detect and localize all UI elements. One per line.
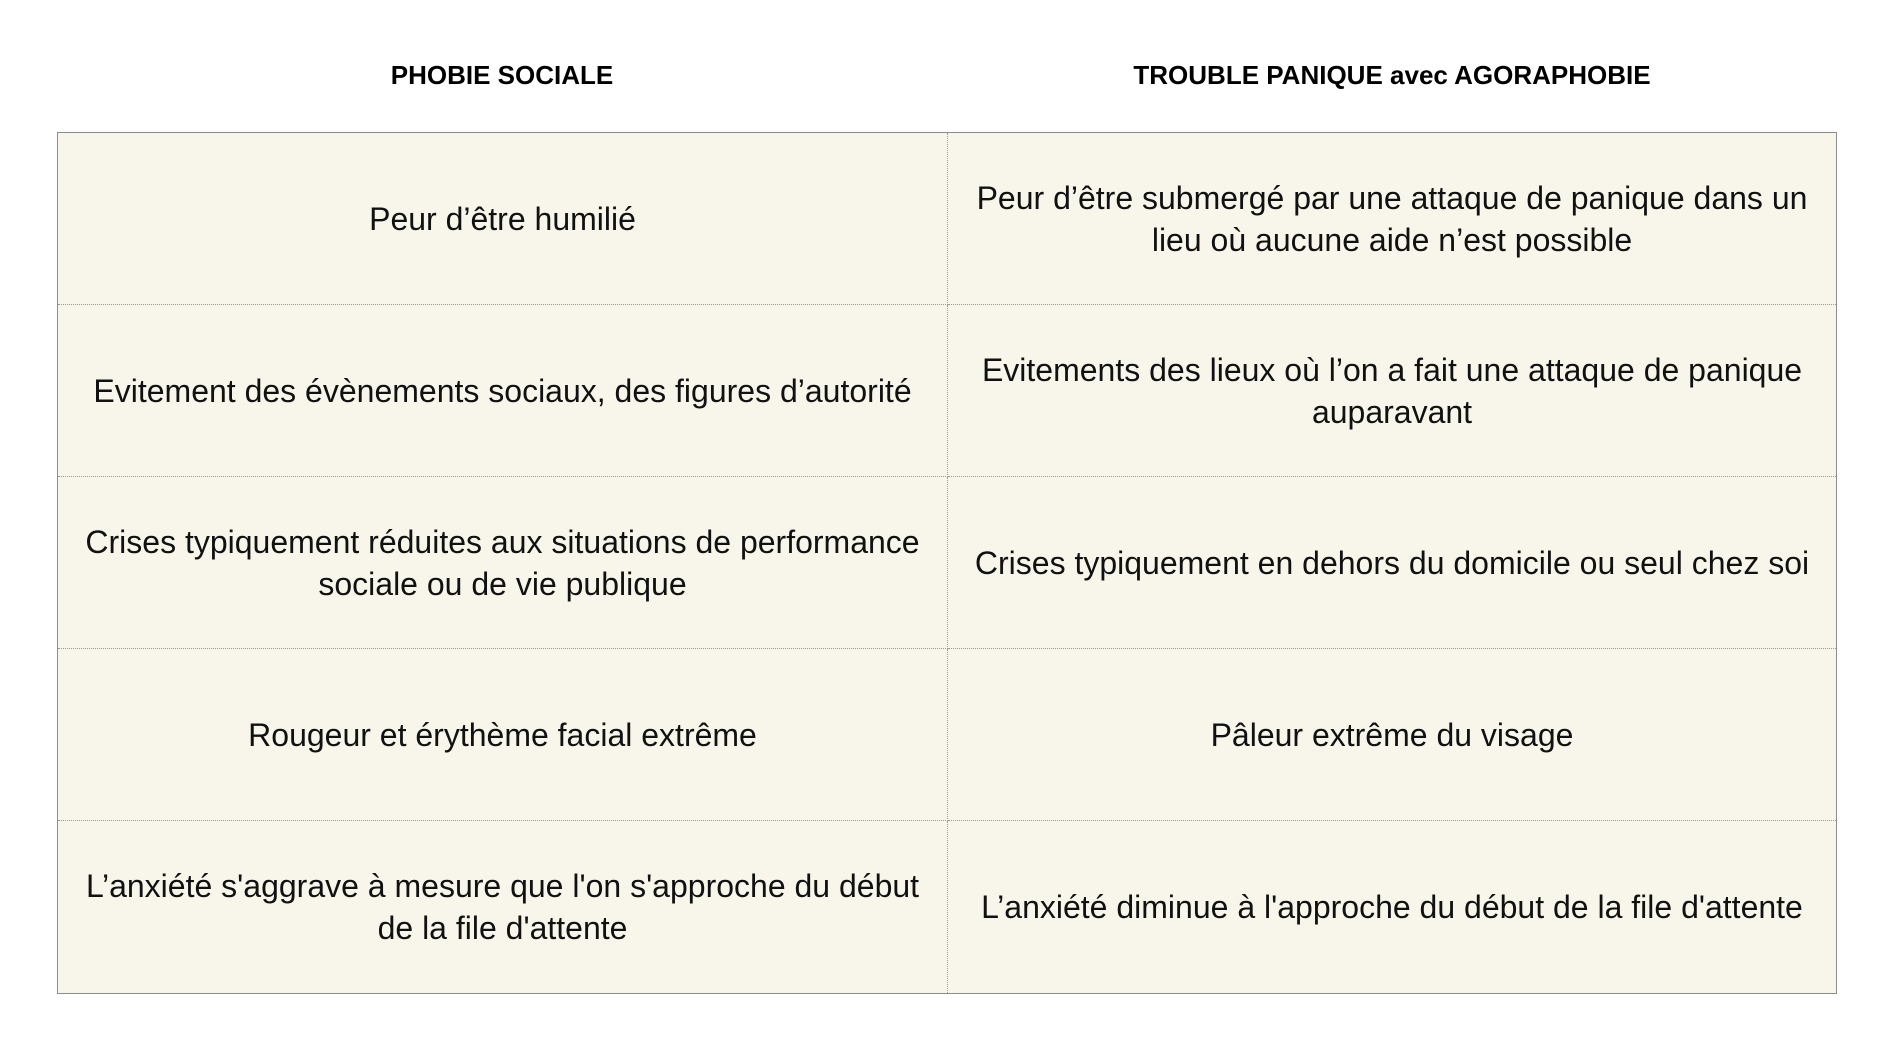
table-cell-right: Evitements des lieux où l’on a fait une attaque de panique auparavant	[948, 305, 1836, 477]
column-headers	[57, 54, 1837, 96]
table-cell-right: Peur d’être submergé par une attaque de panique dans un lieu où aucune aide n’est possible	[948, 133, 1836, 305]
comparison-table	[57, 132, 1837, 994]
table-cell-left: L’anxiété s'aggrave à mesure que l'on s'approche du début de la file d'attente	[58, 821, 948, 993]
table-cell-right: Pâleur extrême du visage	[948, 649, 1836, 821]
table-cell-left: Evitement des évènements sociaux, des figures d’autorité	[58, 305, 948, 477]
table-cell-left: Peur d’être humilié	[58, 133, 948, 305]
header-phobie-sociale: PHOBIE SOCIALE	[390, 60, 614, 90]
table-cell-right: Crises typiquement en dehors du domicile ou seul chez soi	[948, 477, 1836, 649]
table-cell-left: Crises typiquement réduites aux situations de performance sociale ou de vie publique	[58, 477, 948, 649]
header-trouble-panique: TROUBLE PANIQUE avec AGORAPHOBIE	[1133, 60, 1651, 90]
table-cell-right: L’anxiété diminue à l'approche du début de la file d'attente	[981, 889, 1803, 925]
table-cell-left: Rougeur et érythème facial extrême	[58, 649, 948, 821]
